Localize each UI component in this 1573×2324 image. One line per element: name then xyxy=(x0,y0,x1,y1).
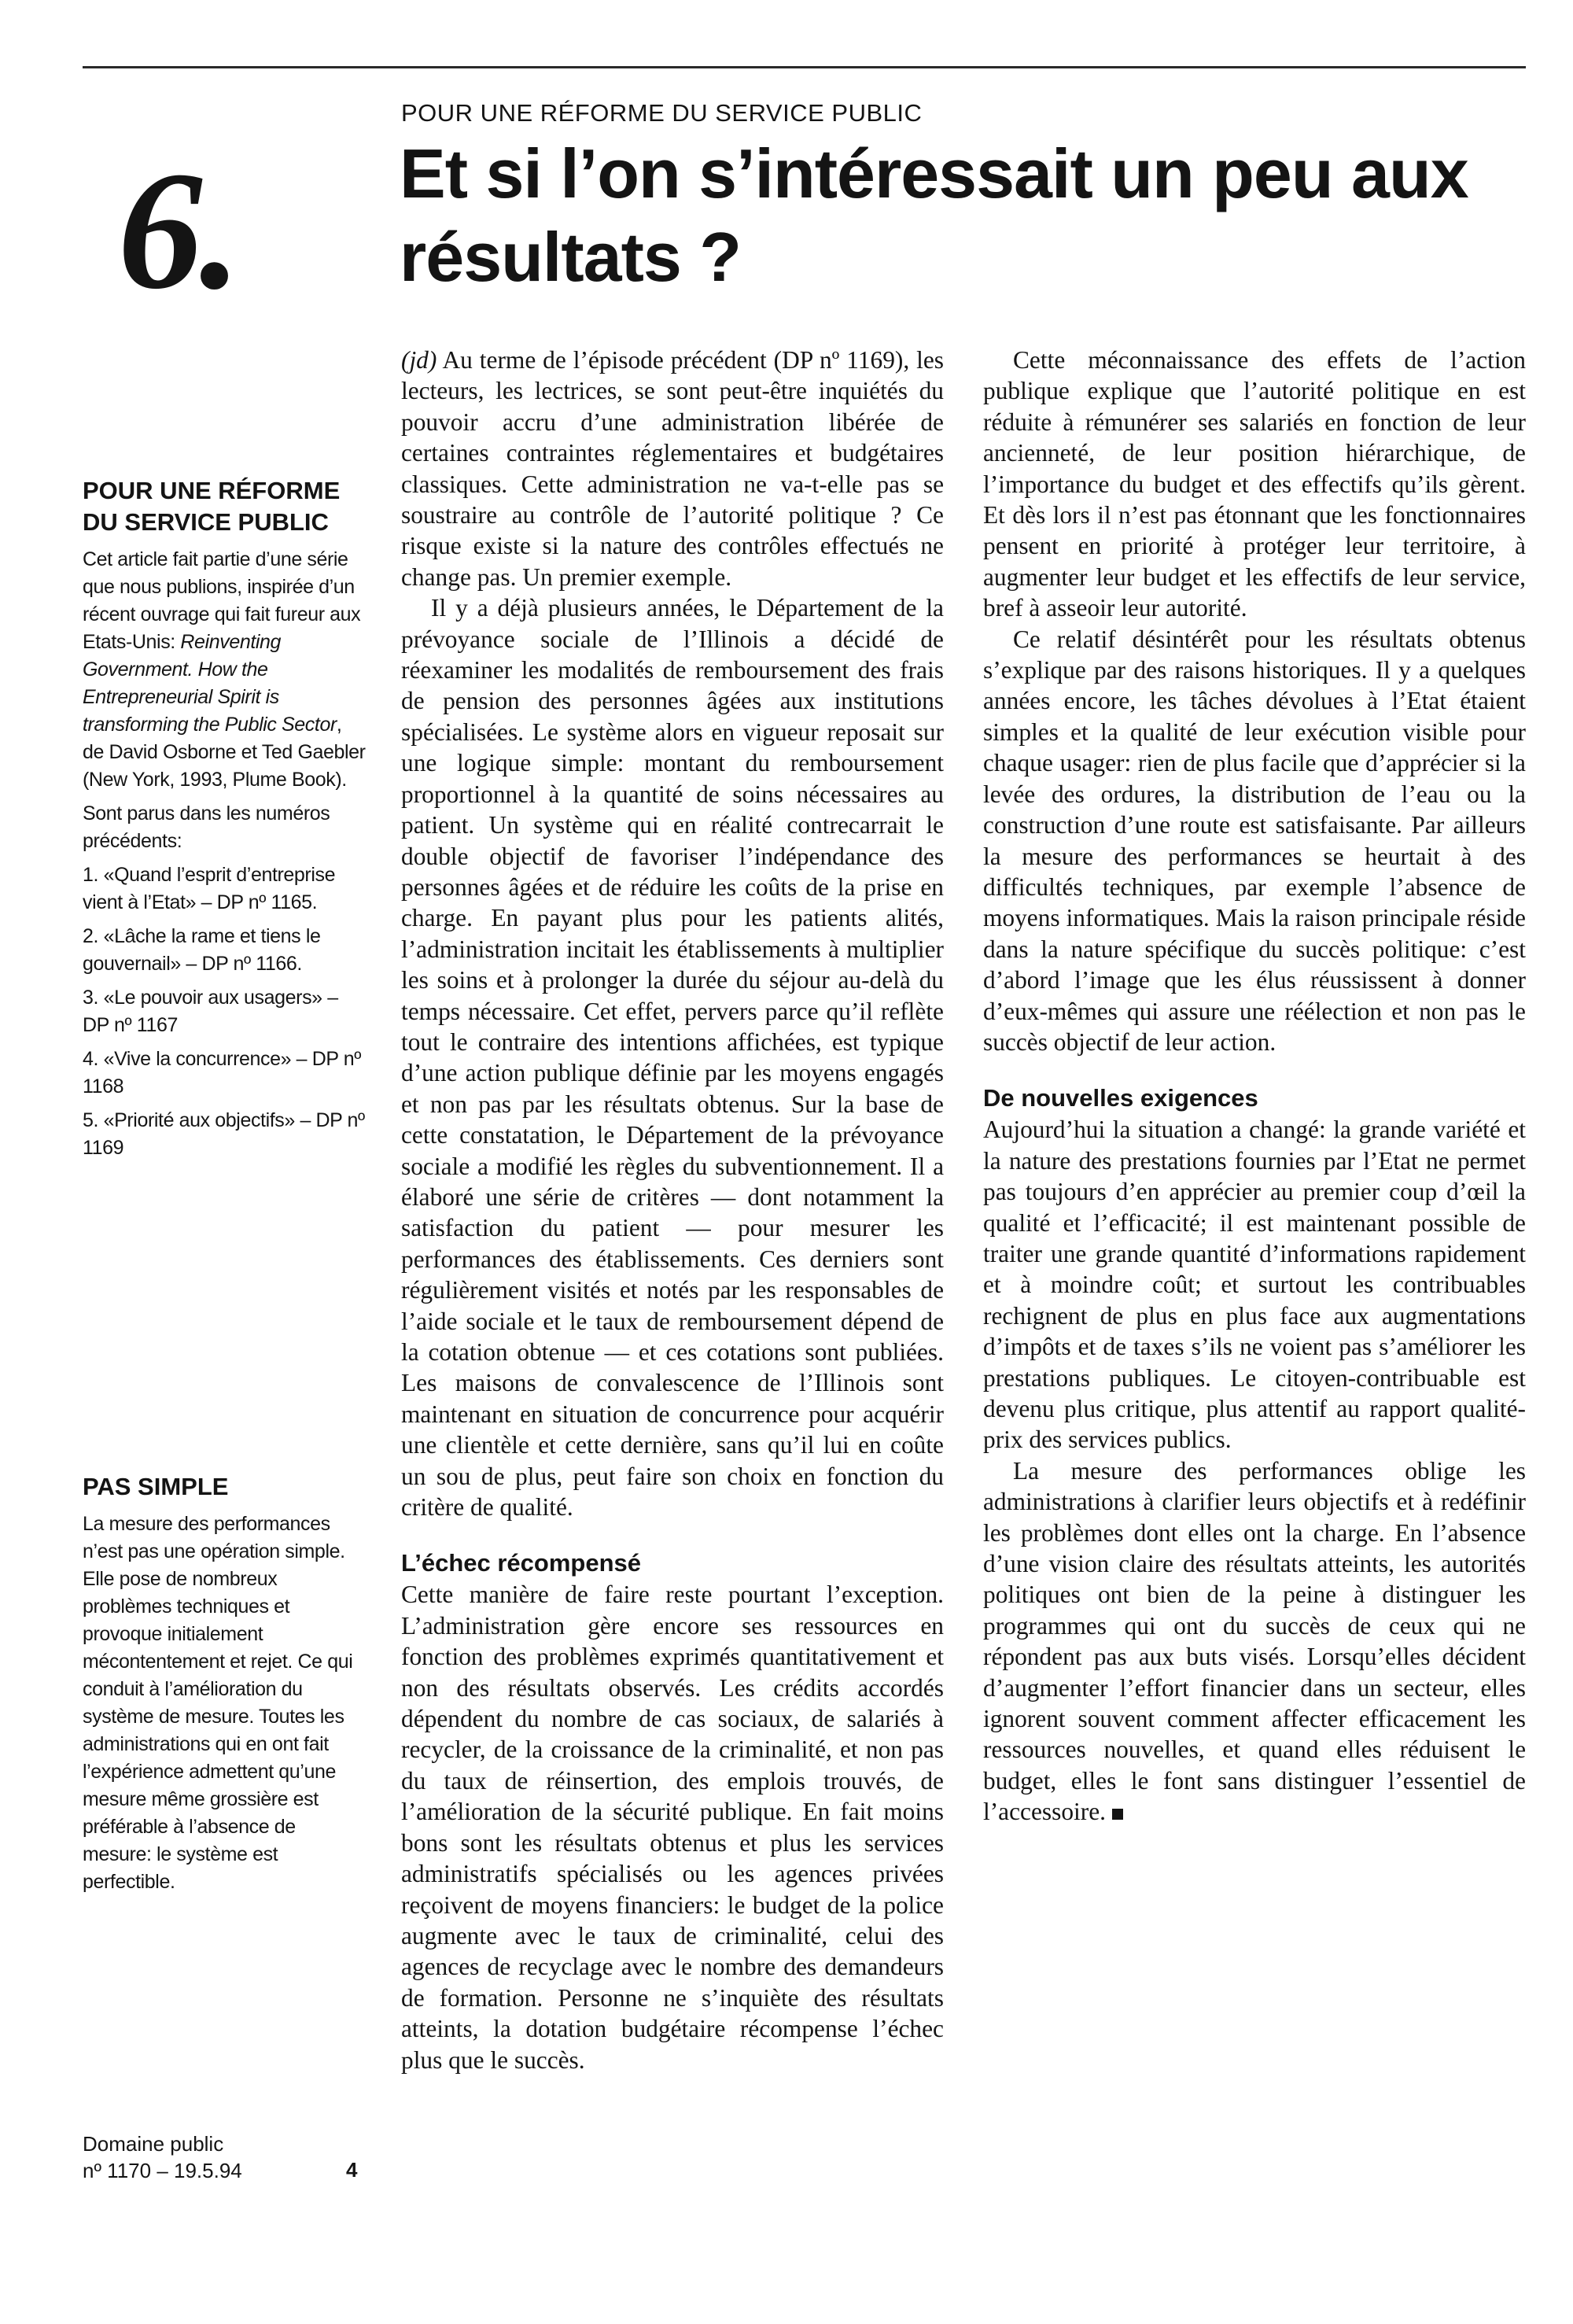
text-column-2 xyxy=(983,345,1526,1828)
book-title: Reinventing Government. How the Entrepreneurial Spirit is transforming the Public Sector xyxy=(83,631,337,736)
previous-issue-item: 3. «Le pouvoir aux usagers» – DP nº 1167 xyxy=(83,987,338,1036)
paragraph: Il y a déjà plusieurs années, le Département de la prévoyance sociale de l’Illinois a décidé de réexaminer les modalités de remboursement des frais de pension des personnes âgées aux institutions spécialisées. Le système alors en vigueur reposait sur une logique simple: montant du remboursement proportionnel à la quantité de soins nécessaires au patient. Un système qui en réalité contrecarrait le double objectif de favoriser l’indépendance des personnes âgées et de réduire les coûts de la prise en charge. En payant plus pour les patients alités, l’administration incitait les établissements à multiplier les soins et à prolonger la durée du séjour au-delà du temps nécessaire. Cet effet, pervers parce qu’il reflète tout le contraire des intentions affichées, est typique d’une action publique définie par les moyens engagés et non pas par les résultats obtenus. Sur la base de cette constatation, le Département de la prévoyance sociale a modifié les règles du subventionnement. Il a élaboré une série de critères — dont notamment la satisfaction du patient — pour mesurer les performances des établissements. Ces derniers sont régulièrement visités et notés par les responsables de l’aide sociale et le taux de remboursement dépend de la cotation obtenue — et ces cotations sont publiées. Les maisons de convalescence de l’Illinois sont maintenant en situation de concurrence pour acquérir une clientèle et cette dernière, sans qu’il lui en coûte un sou de plus, peut faire son choix en fonction du critère de qualité. xyxy=(401,594,944,1522)
previous-issue-item: 5. «Priorité aux objectifs» – DP nº 1169 xyxy=(83,1109,365,1159)
publication-name: Domaine public xyxy=(83,2132,224,2156)
article-title: Et si l’on s’intéressait un peu aux résultats ? xyxy=(400,135,1468,296)
paragraph xyxy=(401,345,944,592)
footer-info xyxy=(83,2130,366,2184)
sidebar-intro-post: , de David Osborne et Ted Gaebler (New York, 1993, Plume Book). xyxy=(83,714,366,791)
sidebar-pas-simple-box xyxy=(83,1471,366,1902)
paragraph: Cette méconnaissance des effets de l’action publique explique que l’autorité politique en est réduite à rémunérer ses salariés en fonction de leur ancienneté, de leur position hiérarchique, de l’importance du budget et des effectifs qu’ils gèrent. Et dès lors il n’est pas étonnant que les fonctionnaires pensent en priorité à protéger leur territoire, à augmenter leur budget et les effectifs de leur service, bref à asseoir leur autorité. xyxy=(983,346,1526,622)
text-column-1 xyxy=(401,345,944,2075)
paragraph-text: La mesure des performances oblige les administrations à clarifier leurs objectifs et à redéfinir les problèmes dont elles ont la charge. En l’absence d’une vision claire des résultats atteints, les autorités politiques ont bien de la peine à distinguer les programmes qui ont du succès de ceux qui ne répondent pas aux buts visés. Lorsqu’elles décident d’augmenter l’effort financier dans un secteur, elles ignorent souvent comment affecter efficacement les ressources nouvelles, et quand elles réduisent le budget, elles le font sans distinguer l’essentiel de l’accessoire. xyxy=(983,1456,1526,1826)
sidebar-text: La mesure des performances n’est pas une opération simple. Elle pose de nombreux problèmes techniques et provoque initialement mécontentement et rejet. Ce qui conduit à l’amélioration du système de mesure. Toutes les administrations qui en ont fait l’expérience admettent qu’une mesure même grossière est préférable à l’absence de mesure: le système est perfectible. xyxy=(83,1513,353,1893)
sidebar-heading: PAS SIMPLE xyxy=(83,1473,229,1500)
end-of-article-mark xyxy=(1112,1809,1123,1820)
previous-issue-item: 1. «Quand l’esprit d’entreprise vient à l’Etat» – DP nº 1165. xyxy=(83,864,336,913)
previous-issues-label: Sont parus dans les numéros précédents: xyxy=(83,802,330,852)
paragraph: Cette manière de faire reste pourtant l’exception. L’administration gère encore ses ressources en fonction des problèmes exprimés quantitativement et non des résultats observés. Les crédits accordés dépendent du nombre de cas sociaux, de salariés à recycler, de la croissance de la criminalité, et non pas du taux de réinsertion, des emplois trouvés, de l’amélioration de la sécurité publique. En fait moins bons sont les résultats obtenus et plus les services administratifs spécialisés ou les agences privées reçoivent de moyens financiers: le budget de la police augmente avec le taux de criminalité, celui des agences de recyclage avec le nombre des demandeurs de formation. Personne ne s’inquiète des résultats atteints, la dotation budgétaire récompense l’échec plus que le succès. xyxy=(401,1581,944,2074)
page-number: 4 xyxy=(346,2158,358,2182)
article-number: 6. xyxy=(118,136,239,324)
sidebar-intro-pre: Cet article fait partie d’une série que nous publions, inspirée d’un récent ouvrage qui fait fureur aux Etats-Unis: xyxy=(83,548,361,653)
byline: (jd) xyxy=(401,346,437,374)
paragraph xyxy=(983,1455,1526,1828)
section-heading: L’échec récompensé xyxy=(401,1549,641,1577)
section-heading: De nouvelles exigences xyxy=(983,1084,1258,1112)
series-kicker: POUR UNE RÉFORME DU SERVICE PUBLIC xyxy=(401,99,923,127)
paragraph: Aujourd’hui la situation a changé: la grande variété et la nature des prestations fournies par l’Etat ne permet pas toujours d’en apprécier au premier coup d’œil la qualité et l’efficacité; il est maintenant possible de traiter une grande quantité d’informations rapidement et à moindre coût; et surtout les contribuables rechignent de plus en plus face aux augmentations d’impôts et de taxes s’ils ne voient pas s’améliorer les prestations publiques. Le citoyen-contribuable est devenu plus critique, plus attentif au rapport qualité-prix des services publics. xyxy=(983,1116,1526,1454)
paragraph-text: Au terme de l’épisode précédent (DP nº 1169), les lecteurs, les lectrices, se sont peut-être inquiétés du pouvoir accru d’une administration libérée de certaines contraintes réglementaires et budgétaires classiques. Cette administration ne va-t-elle pas se soustraire au contrôle de l’autorité politique ? Ce risque existe si la nature des contrôles effectués ne change pas. Un premier exemple. xyxy=(401,346,944,591)
issue-info: nº 1170 – 19.5.94 xyxy=(83,2159,242,2182)
sidebar-intro xyxy=(83,546,366,794)
top-rule xyxy=(83,66,1526,68)
sidebar-heading: POUR UNE RÉFORME DU SERVICE PUBLIC xyxy=(83,477,341,536)
previous-issue-item: 4. «Vive la concurrence» – DP nº 1168 xyxy=(83,1048,361,1097)
previous-issue-item: 2. «Lâche la rame et tiens le gouvernail» – DP nº 1166. xyxy=(83,925,321,975)
paragraph: Ce relatif désintérêt pour les résultats obtenus s’explique par des raisons historiques. Il y a quelques années encore, les tâches dévolues à l’Etat étaient simples et la qualité de leur exécution visible pour chaque usager: rien de plus facile que d’apprécier si la levée des ordures, la distribution de l’eau ou la construction d’une route est satisfaisante. Par ailleurs la mesure des performances se heurtait à des difficultés techniques, par exemple l’absence de moyens informatiques. Mais la raison principale réside dans la nature spécifique du succès politique: c’est d’abord l’image que les élus réussissent à donner d’eux-mêmes qui assure une réélection et non pas le succès objectif de leur action. xyxy=(983,625,1526,1056)
previous-issues-list xyxy=(83,861,366,1162)
sidebar-series-box xyxy=(83,475,366,1168)
